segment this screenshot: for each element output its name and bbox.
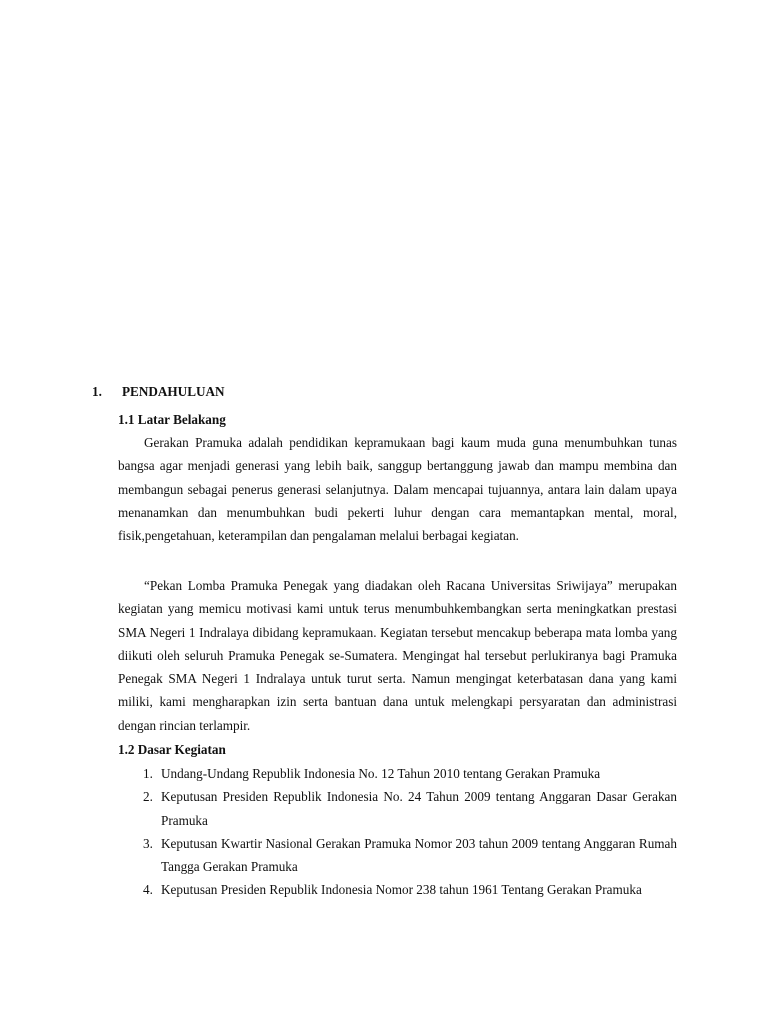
paragraph-latar-2: “Pekan Lomba Pramuka Penegak yang diadakan oleh Racana Universitas Sriwijaya” merupakan kegiatan yang memicu motivasi kami untuk terus menumbuhkembangkan serta meningkatkan prestasi SMA Negeri 1 Indralaya dibidang kepramukaan. Kegiatan tersebut mencakup beberapa mata lomba yang diikuti oleh seluruh Pramuka Penegak se-Sumatera. Mengingat hal tersebut perlukiranya bagi Pramuka Penegak SMA Negeri 1 Indralaya untuk turut serta. Namun mengingat keterbatasan dana yang kami miliki, kami mengharapkan izin serta bantuan dana untuk melengkapi persyaratan dan administrasi dengan rincian terlampir. — [118, 578, 677, 733]
list-marker: 1. — [143, 766, 153, 781]
paragraph-latar-1: Gerakan Pramuka adalah pendidikan kepramukaan bagi kaum muda guna menumbuhkan tunas bangsa agar menjadi generasi yang lebih baik, sanggup bertanggung jawab dan mampu membina dan membangun sebagai penerus generasi selanjutnya. Dalam mencapai tujuannya, antara lain dalam upaya menanamkan dan menumbuhkan budi pekerti luhur dengan cara memantapkan mental, moral, fisik,pengetahuan, keterampilan dan pengalaman melalui berbagai kegiatan. — [118, 435, 677, 544]
section-heading — [92, 383, 225, 401]
list-item — [118, 762, 677, 785]
list-item-text: Undang-Undang Republik Indonesia No. 12 Tahun 2010 tentang Gerakan Pramuka — [161, 766, 601, 781]
list-marker: 4. — [143, 882, 153, 898]
list-item-text: Keputusan Kwartir Nasional Gerakan Pramuka Nomor 203 tahun 2009 tentang Anggaran Rumah Tangga Gerakan Pramuka — [161, 835, 677, 875]
list-item-text: Keputusan Presiden Republik Indonesia Nomor 238 tahun 1961 Tentang Gerakan Pramuka — [161, 882, 642, 898]
subsection-heading-latar-belakang: 1.1 Latar Belakang — [118, 412, 226, 427]
subsection-heading-dasar-kegiatan: 1.2 Dasar Kegiatan — [118, 742, 226, 757]
section-number: 1. — [92, 384, 102, 399]
section-title: PENDAHULUAN — [122, 384, 225, 399]
list-item — [118, 878, 677, 901]
list-item — [118, 785, 677, 832]
list-marker: 3. — [143, 835, 153, 851]
dasar-kegiatan-list — [118, 762, 677, 902]
list-marker: 2. — [143, 789, 153, 805]
list-item-text: Keputusan Presiden Republik Indonesia No. 24 Tahun 2009 tentang Anggaran Dasar Gerakan Pramuka — [161, 789, 677, 828]
list-item — [118, 832, 677, 879]
